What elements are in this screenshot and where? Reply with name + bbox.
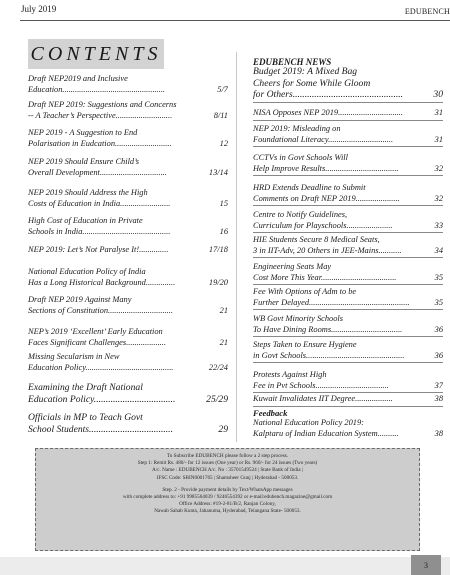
toc-entry-text: NEP’s 2019 ‘Excellent’ Early Education [28, 327, 163, 336]
subscribe-address: Nawab Sahab Kunta, Jahanuma, Hyderabad, Telangana State- 500053. [154, 508, 301, 515]
toc-page-number: 30 [433, 89, 443, 101]
contents-title: CONTENTS [28, 39, 164, 69]
toc-entry[interactable] [253, 370, 443, 391]
header-brand: EDUBENCH [404, 7, 450, 16]
toc-entry-text: CCTVs in Govt Schools Will [253, 153, 348, 162]
toc-entry-text: -- A Teacher’s Perspective........................... [28, 110, 173, 120]
toc-page-number: 16 [219, 226, 228, 236]
toc-entry-rule [253, 362, 443, 363]
toc-entry[interactable] [253, 235, 443, 256]
toc-entry-text: Protests Against High [253, 370, 327, 379]
toc-entry-text: Cost More This Year.................................... [253, 272, 397, 282]
toc-page-number: 34 [434, 245, 443, 255]
toc-entry-text: Kalptaru of Indian Education System.......... [253, 428, 399, 438]
subscribe-step2: Step. 2 - Provide payment details by Text/WhatsApp messages [162, 486, 293, 493]
toc-entry-text: Sections of Constitution............................... [28, 305, 173, 315]
toc-page-number: 38 [434, 394, 443, 403]
toc-page-number: 35 [434, 297, 443, 307]
subscribe-account: A/c. Name : EDUBENCH A/c. No : 35701549524 | State Bank of India | [152, 467, 303, 474]
toc-entry-text: Help Improve Results................................... [253, 163, 399, 173]
toc-entry-text: Schools in India.......................................... [28, 226, 171, 236]
toc-entry-text: Draft NEP2019 and Inclusive [28, 74, 128, 83]
toc-entry[interactable] [253, 108, 443, 119]
column-divider [236, 52, 237, 442]
toc-entry-text: School Students................................... [28, 423, 173, 435]
toc-entry-text: Officials in MP to Teach Govt [28, 412, 143, 423]
toc-entry[interactable] [28, 382, 228, 405]
toc-entry-text: Education Policy.................................. [28, 393, 176, 405]
subscribe-office: Office Address: #19-2-81/B/2, Ranjan Colony, [179, 501, 276, 508]
toc-entry-text: Polarisation in Eudcation........................... [28, 138, 172, 148]
toc-page-number: 21 [219, 337, 228, 347]
toc-entry-text: Centre to Notify Guidelines, [253, 210, 348, 219]
toc-entry-rule [253, 392, 443, 393]
toc-entry-text: Comments on Draft NEP 2019..................... [253, 193, 400, 203]
toc-entry[interactable] [253, 153, 443, 174]
toc-page-number: 17/18 [208, 245, 228, 254]
toc-entry-text: NEP 2019 Should Ensure Child’s [28, 157, 140, 166]
toc-entry[interactable] [253, 418, 443, 439]
toc-page-number: 25/29 [206, 393, 228, 405]
subscribe-ifsc: IFSC Code: SBIN0001765 | Shamsheer Gunj | Hyderabad - 500053. [156, 474, 299, 481]
toc-entry-text: for Others.............................................. [253, 89, 404, 101]
toc-entry[interactable] [253, 183, 443, 204]
toc-entry-text: Draft NEP 2019: Suggestions and Concerns [28, 100, 177, 109]
toc-page-number: 36 [434, 350, 443, 360]
toc-entry-text: Costs of Education in India........................ [28, 198, 171, 208]
toc-page-number: 32 [434, 163, 443, 173]
toc-entry-text: Budget 2019: A Mixed Bag [253, 66, 358, 77]
news-heading: EDUBENCH NEWS [253, 57, 332, 67]
toc-entry[interactable] [28, 188, 228, 209]
toc-entry[interactable] [28, 245, 228, 256]
header-rule [20, 20, 450, 21]
toc-entry-text: Engineering Seats May [253, 262, 332, 271]
subscription-box [35, 448, 420, 551]
toc-entry-text: NEP 2019: Let’s Not Paralyse It!.............. [28, 245, 169, 254]
toc-entry-text: Examining the Draft National [28, 382, 143, 393]
page-number: 3 [411, 555, 441, 575]
subscribe-title: To Subscribe EDUBENCH please follow a 2 step process. [166, 453, 289, 459]
footer-strip [0, 557, 450, 575]
toc-entry[interactable] [253, 124, 443, 145]
toc-page-number: 13/14 [208, 167, 228, 177]
toc-page-number: 21 [219, 305, 228, 315]
toc-page-number: 12 [219, 138, 228, 148]
toc-entry[interactable] [28, 100, 228, 121]
toc-entry-text: WB Govt Minority Schools [253, 314, 344, 323]
toc-entry[interactable] [253, 66, 443, 101]
toc-page-number: 33 [434, 220, 443, 230]
toc-page-number: 32 [434, 193, 443, 203]
toc-page-number: 36 [434, 324, 443, 334]
toc-page-number: 22/24 [208, 362, 228, 372]
toc-entry-rule [253, 284, 443, 285]
toc-entry-text: Missing Secularism in New [28, 352, 120, 361]
toc-entry[interactable] [253, 314, 443, 335]
toc-entry-text: Fee in Pvt Schools................................... [253, 380, 389, 390]
toc-entry[interactable] [28, 267, 228, 288]
toc-page-number: 29 [218, 423, 228, 435]
toc-entry-rule [253, 232, 443, 233]
toc-entry-rule [253, 175, 443, 176]
toc-entry-text: Overall Development................................ [28, 167, 167, 177]
toc-page-number: 35 [434, 272, 443, 282]
subscribe-step1: Step 1: Remit Rs. 480/- for 12 issues (One year) or Rs. 960/- for 24 issues (Two years) [137, 460, 318, 467]
toc-entry[interactable] [28, 74, 228, 95]
toc-entry-rule [253, 406, 443, 407]
toc-page-number: 5/7 [217, 84, 228, 94]
toc-entry-text: National Education Policy of India [28, 267, 146, 276]
toc-entry[interactable] [28, 327, 228, 348]
toc-entry-rule [253, 257, 443, 258]
toc-entry-rule [253, 336, 443, 337]
toc-entry[interactable] [253, 394, 443, 405]
toc-entry-text: Foundational Literacy............................... [253, 134, 394, 144]
toc-page-number: 31 [434, 134, 443, 144]
toc-entry-text: Kuwait Invalidates IIT Degree.................. [253, 394, 393, 403]
toc-entry-rule [253, 309, 443, 310]
toc-entry[interactable] [28, 412, 228, 435]
toc-page-number: 31 [434, 108, 443, 117]
toc-entry-text: Further Delayed................................................ [253, 297, 410, 307]
toc-entry[interactable] [253, 210, 443, 231]
toc-page-number: 38 [434, 428, 443, 438]
toc-entry[interactable] [253, 262, 443, 283]
toc-entry-text: 3 in IIT-Adv, 20 Others in JEE-Mains........... [253, 245, 402, 255]
toc-entry[interactable] [28, 157, 228, 178]
toc-page-number: 8/11 [213, 110, 228, 120]
toc-entry-text: HIE Students Secure 8 Medical Seats, [253, 235, 380, 244]
toc-entry-text: Steps Taken to Ensure Hygiene [253, 340, 357, 349]
toc-page-number: 15 [219, 198, 228, 208]
toc-entry-text: Draft NEP 2019 Against Many [28, 295, 132, 304]
toc-entry-text: NEP 2019 - A Suggestion to End [28, 128, 138, 137]
toc-entry-text: in Govt Schools............................................... [253, 350, 405, 360]
toc-entry-text: National Education Policy 2019: [253, 418, 364, 427]
toc-entry[interactable] [28, 352, 228, 373]
toc-entry-text: Has a Long Historical Background.............. [28, 277, 176, 287]
toc-entry-text: NISA Opposes NEP 2019............................... [253, 108, 403, 117]
toc-entry[interactable] [28, 216, 228, 237]
toc-entry-rule [253, 120, 443, 121]
toc-entry-text: Fee With Options of Adm to be [253, 287, 357, 296]
toc-entry-text: Cheers for Some While Gloom [253, 77, 371, 89]
toc-entry-text: High Cost of Education in Private [28, 216, 143, 225]
toc-entry-text: NEP 2019 Should Address the High [28, 188, 148, 197]
toc-entry-text: Education................................................. [28, 84, 166, 94]
toc-entry-text: Faces Significant Challenges................... [28, 337, 166, 347]
toc-entry-text: Education Policy.......................................... [28, 362, 174, 372]
feedback-heading: Feedback [253, 408, 288, 418]
toc-entry[interactable] [253, 340, 443, 361]
toc-entry-rule [253, 102, 443, 103]
toc-page-number: 19/20 [208, 277, 228, 287]
toc-entry-text: HRD Extends Deadline to Submit [253, 183, 366, 192]
toc-entry-text: NEP 2019: Misleading on [253, 124, 341, 133]
toc-page-number: 37 [434, 380, 443, 390]
toc-entry[interactable] [28, 295, 228, 316]
subscribe-contact: with complete address to: +91 9985564039 / 9246554392 or e-mail:edubench.magazine@gmail.com [122, 494, 333, 501]
toc-entry-rule [253, 205, 443, 206]
toc-entry[interactable] [253, 287, 443, 308]
toc-entry-text: Curriculum for Playschools...................... [253, 220, 393, 230]
toc-entry-text: To Have Dining Rooms.................................. [253, 324, 403, 334]
toc-entry[interactable] [28, 128, 228, 149]
header-date: July 2019 [21, 4, 57, 14]
toc-entry-rule [253, 146, 443, 147]
